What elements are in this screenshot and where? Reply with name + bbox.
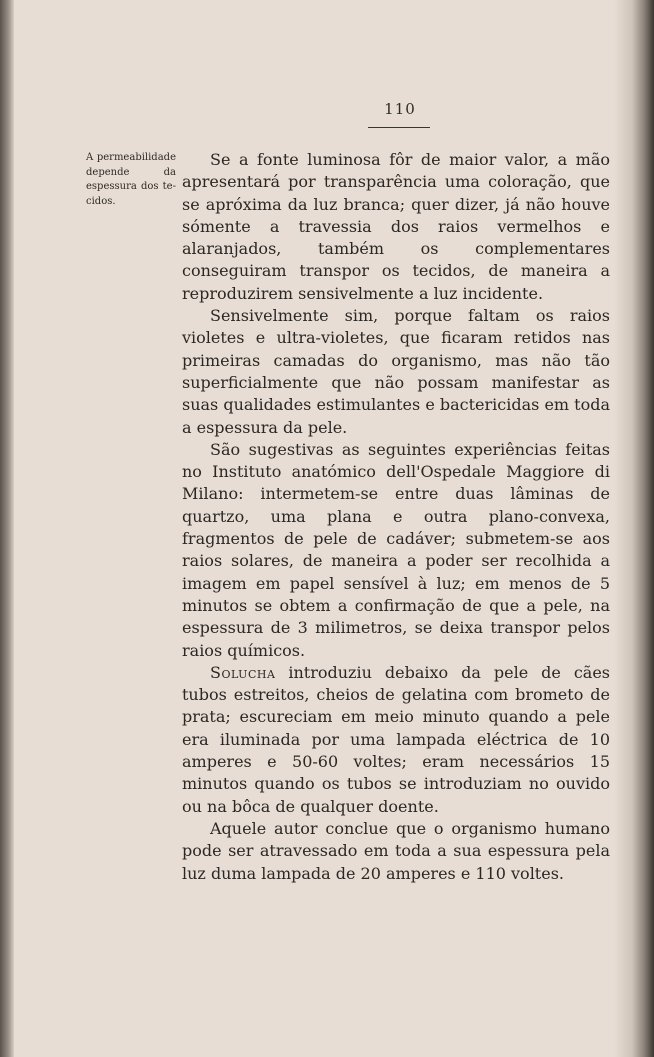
paragraph-2: [182, 305, 610, 439]
paragraph-5-text: Aquele autor conclue que o organismo humano pode ser atravessado em toda a sua espessura pela luz duma lampada de 20 amperes e 110 voltes.: [182, 818, 610, 883]
paragraph-5: [182, 818, 610, 885]
page-number: 110: [384, 100, 416, 118]
paragraph-1-text: Se a fonte luminosa fôr de maior valor, a mão apresentará por transparência uma coloração, que se apróxima da luz branca; quer dizer, já não houve sómente a travessia dos raios vermelhos e alaranjados, também os complementares conseguiram transpor os tecidos, de maneira a reproduzirem sensivelmente a luz incidente.: [182, 150, 610, 303]
paragraph-4: [182, 662, 610, 818]
paragraph-3: [182, 439, 610, 662]
body-text: [182, 149, 610, 885]
page-gutter-shadow: [0, 0, 14, 1057]
page-edge-shadow: [614, 0, 654, 1057]
header-rule: [368, 127, 430, 128]
paragraph-1: [182, 149, 610, 305]
paragraph-2-text: Sensivelmente sim, porque faltam os raios violetes e ultra-violetes, que ficaram retidos nas primeiras camadas do organismo, mas não tão superficialmente que não possam manifestar as suas qualidades estimulantes e bactericidas em toda a espessura da pele.: [182, 306, 611, 437]
author-name: Solucha: [210, 662, 276, 682]
margin-note: A permeabilidade depende da espessura dos tecidos.: [86, 152, 176, 207]
paragraph-3-text: São sugestivas as seguintes experiências feitas no Instituto anatómico dell'Ospedale Maggiore di Milano: intermetem-se entre duas lâminas de quartzo, uma plana e outra plano-convexa, fragmentos de pele de cadáver; submetem-se aos raios solares, de maneira a poder ser recolhida a imagem em papel sensível à luz; em menos de 5 minutos se obtem a confirmação de que a pele, na espessura de 3 milimetros, se deixa transpor pelos raios químicos.: [182, 439, 610, 660]
paragraph-4-text: introduziu debaixo da pele de cães tubos estreitos, cheios de gelatina com brometo de prata; escureciam em meio minuto quando a pele era iluminada por uma lampada eléctrica de 10 amperes e 50-60 voltes; eram necessários 15 minutos quando os tubos se introduziam no ouvido ou na bôca de qualquer doente.: [182, 662, 610, 816]
